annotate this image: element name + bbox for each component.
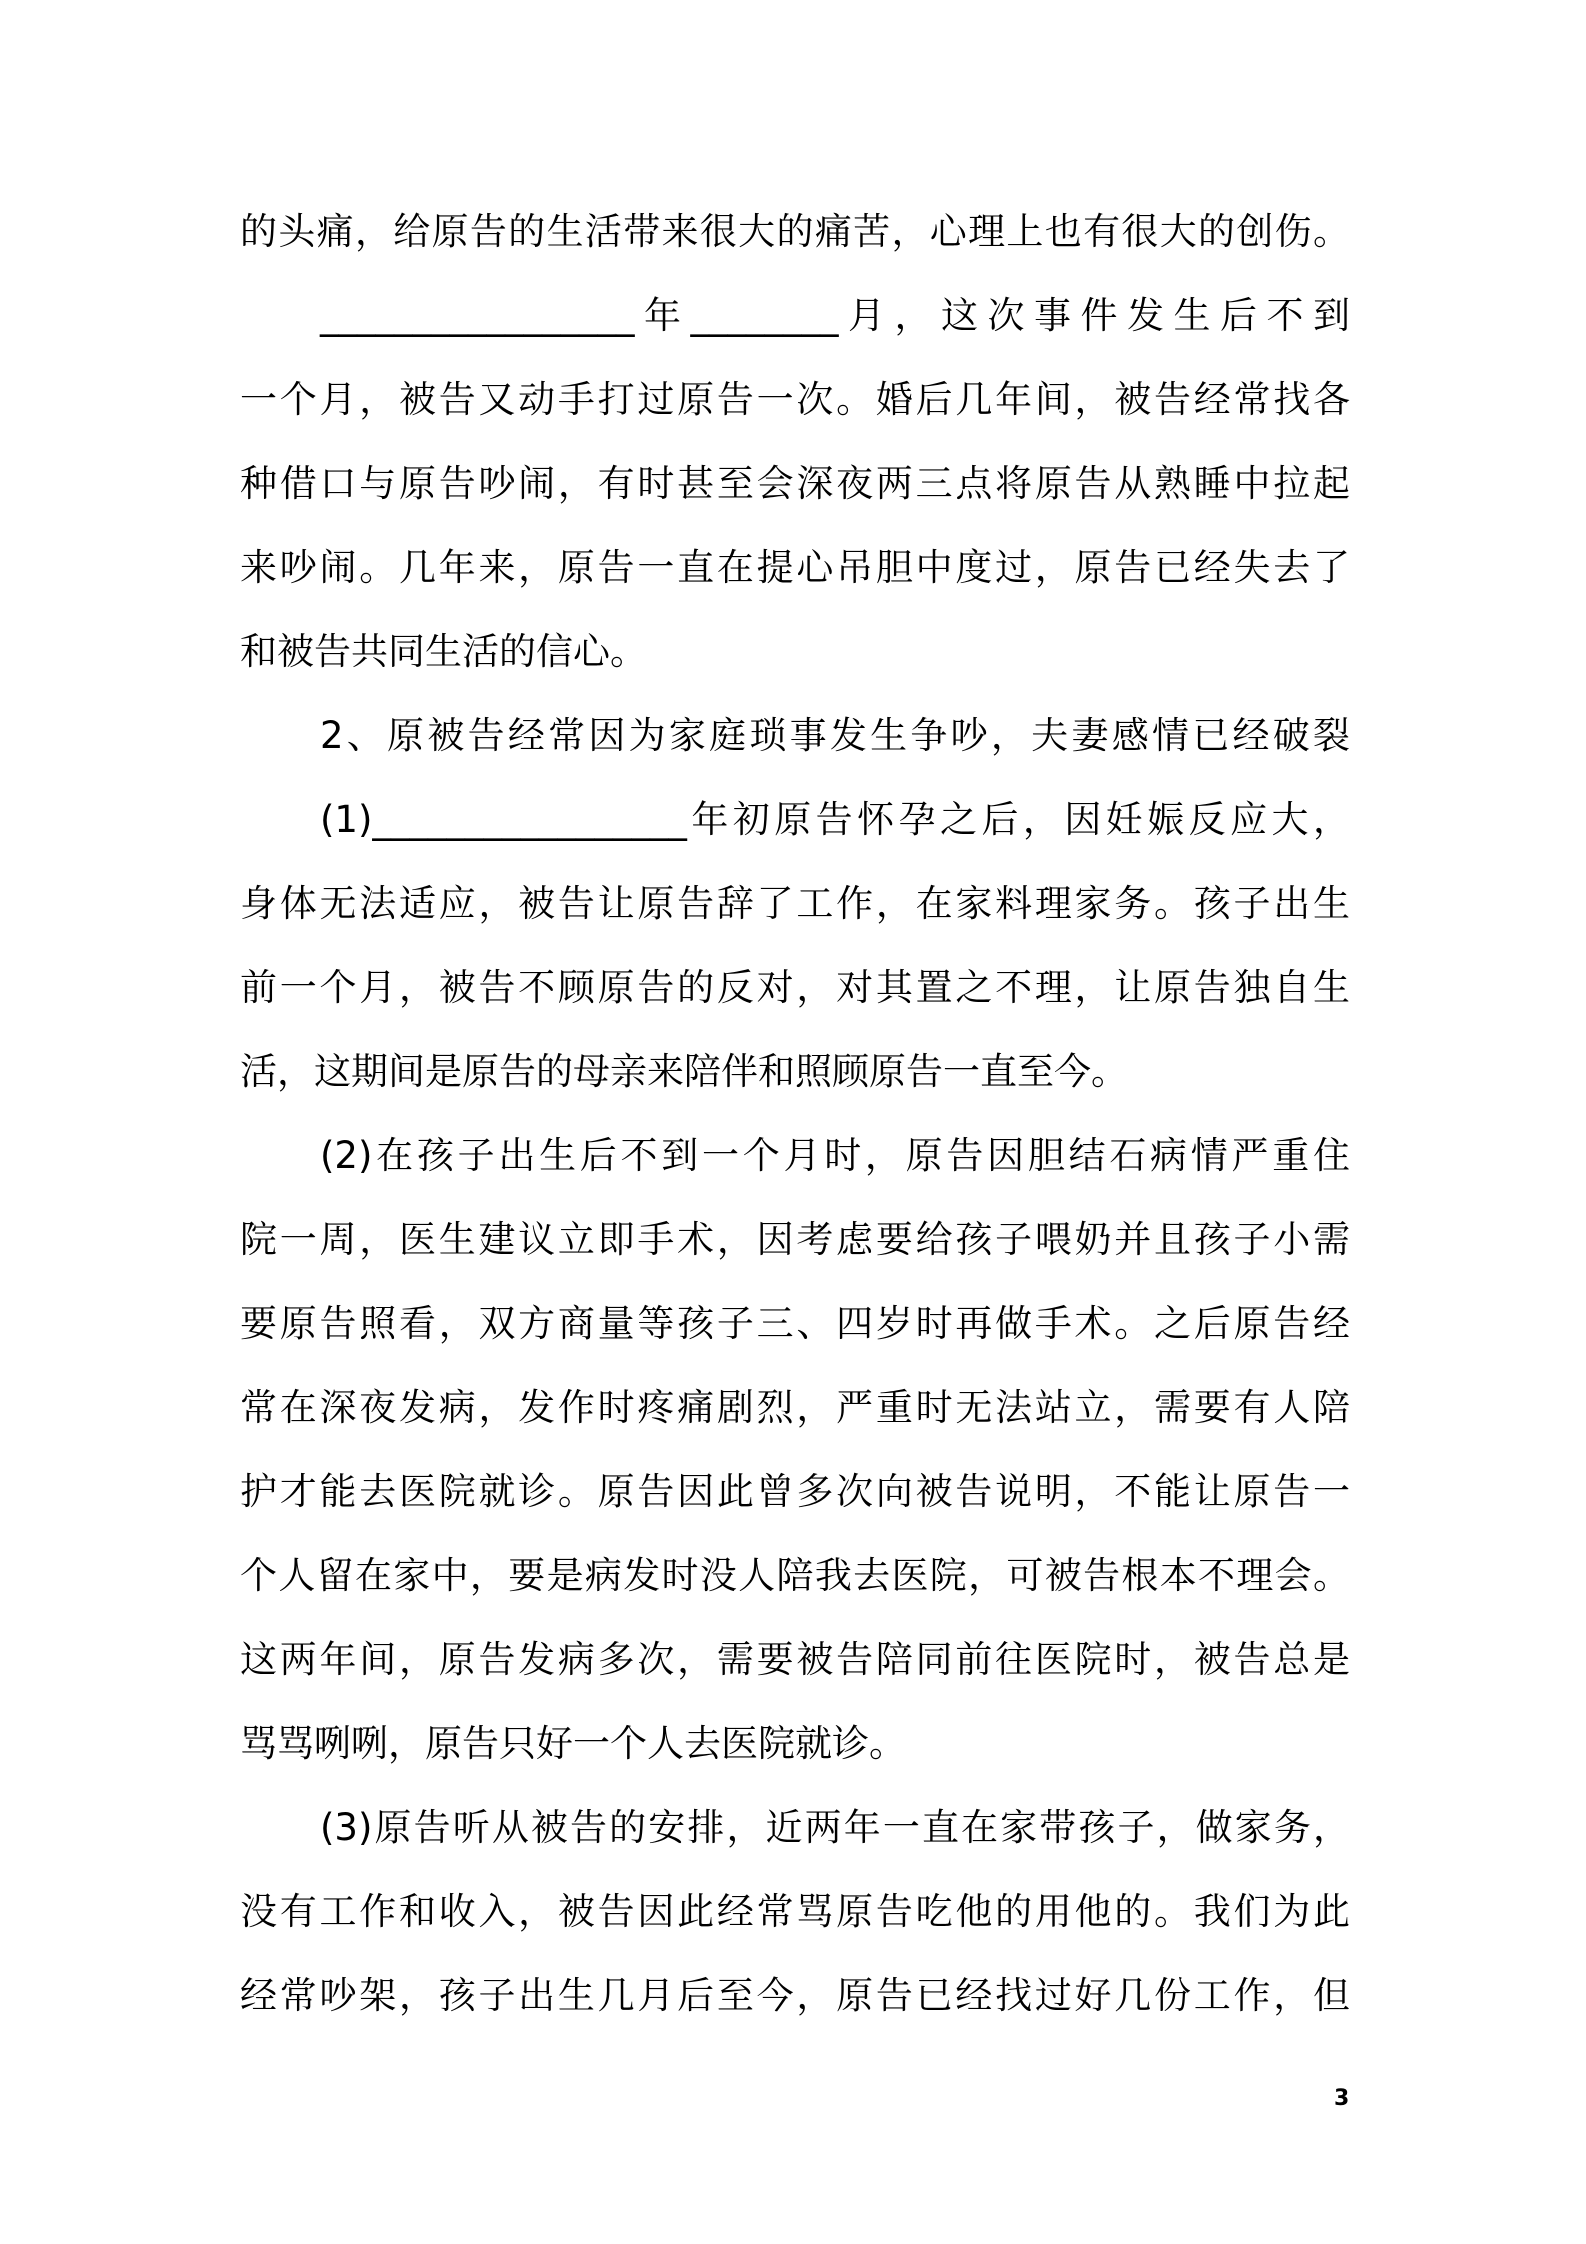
text-line: 这两年间，原告发病多次，需要被告陪同前往医院时，被告总是 (240, 1638, 1350, 1681)
text-line: (1)_________________年初原告怀孕之后，因妊娠反应大， (320, 798, 1350, 841)
page-number: 3 (1334, 2086, 1350, 2111)
text-line: 要原告照看，双方商量等孩子三、四岁时再做手术。之后原告经 (240, 1302, 1350, 1345)
text-line: 院一周，医生建议立即手术，因考虑要给孩子喂奶并且孩子小需 (240, 1218, 1350, 1261)
text-line: 种借口与原告吵闹，有时甚至会深夜两三点将原告从熟睡中拉起 (240, 462, 1350, 505)
text-line: 身体无法适应，被告让原告辞了工作，在家料理家务。孩子出生 (240, 882, 1350, 925)
text-line: 护才能去医院就诊。原告因此曾多次向被告说明，不能让原告一 (240, 1470, 1350, 1513)
text-line: 个人留在家中，要是病发时没人陪我去医院，可被告根本不理会。 (240, 1554, 1350, 1597)
text-line: 一个月，被告又动手打过原告一次。婚后几年间，被告经常找各 (240, 378, 1350, 421)
text-line: 经常吵架，孩子出生几月后至今，原告已经找过好几份工作，但 (240, 1974, 1350, 2017)
text-line: _________________年________月，这次事件发生后不到 (320, 294, 1350, 337)
text-line: 骂骂咧咧，原告只好一个人去医院就诊。 (240, 1722, 906, 1765)
text-line: 没有工作和收入，被告因此经常骂原告吃他的用他的。我们为此 (240, 1890, 1350, 1933)
text-line: (3)原告听从被告的安排，近两年一直在家带孩子，做家务， (320, 1806, 1350, 1849)
text-line: (2)在孩子出生后不到一个月时，原告因胆结石病情严重住 (320, 1134, 1350, 1177)
text-line: 来吵闹。几年来，原告一直在提心吊胆中度过，原告已经失去了 (240, 546, 1350, 589)
text-line: 前一个月，被告不顾原告的反对，对其置之不理，让原告独自生 (240, 966, 1350, 1009)
text-line: 活，这期间是原告的母亲来陪伴和照顾原告一直至今。 (240, 1050, 1128, 1093)
section-heading: 2、原被告经常因为家庭琐事发生争吵，夫妻感情已经破裂 (320, 714, 1350, 757)
text-line: 的头痛，给原告的生活带来很大的痛苦，心理上也有很大的创伤。 (240, 210, 1350, 253)
text-line: 常在深夜发病，发作时疼痛剧烈，严重时无法站立，需要有人陪 (240, 1386, 1350, 1429)
text-line: 和被告共同生活的信心。 (240, 630, 647, 673)
body-text (240, 190, 1350, 2038)
